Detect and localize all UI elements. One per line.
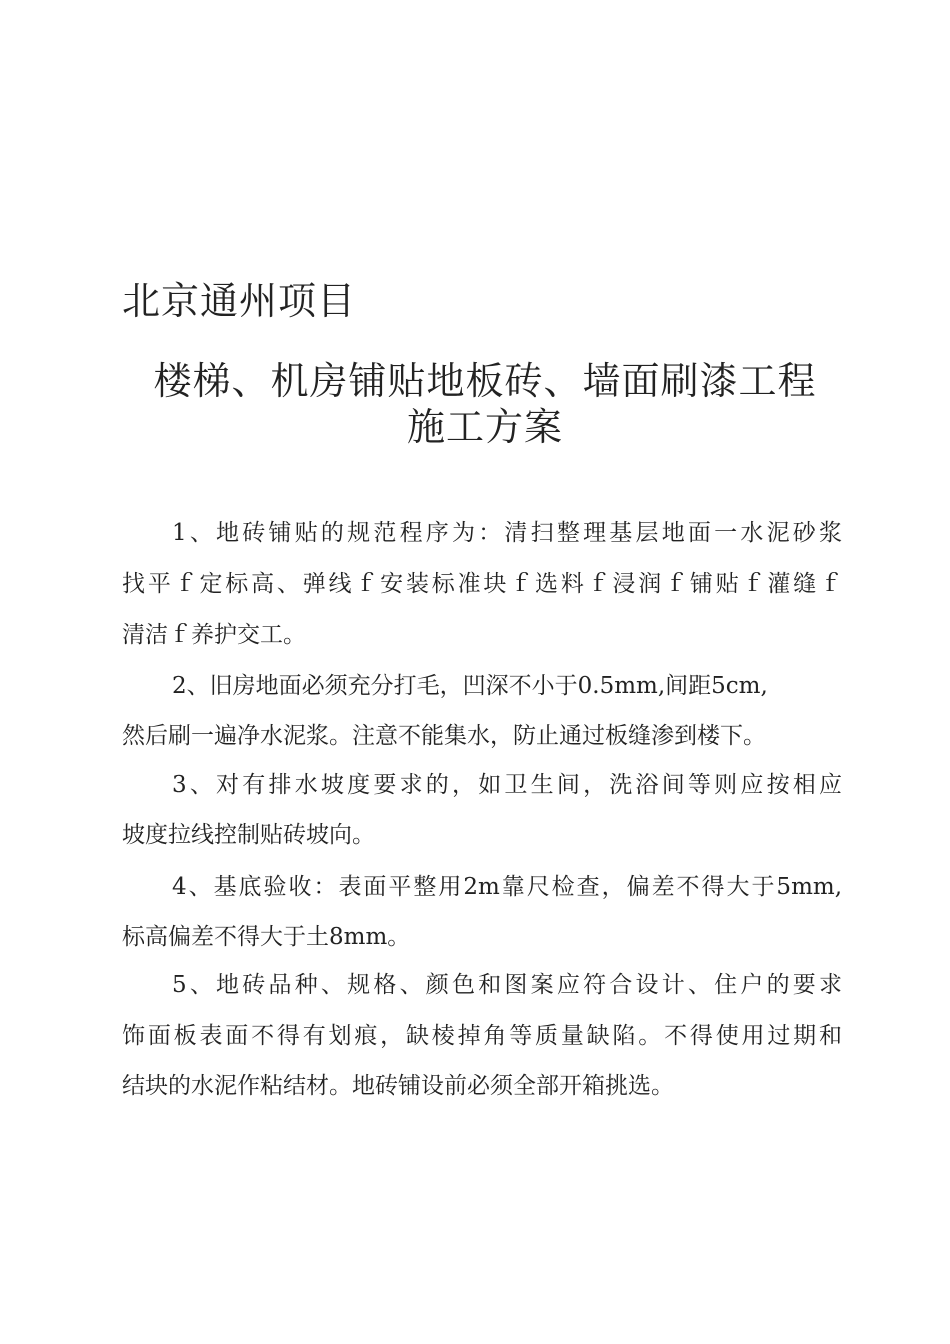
paragraph-2-line-2: 然后刷一遍净水泥浆。注意不能集水，防止通过板缝渗到楼下。 <box>122 723 766 749</box>
paragraph-5-line-2: 饰面板表面不得有划痕，缺棱掉角等质量缺陷。不得使用过期和 <box>122 1023 842 1049</box>
document-title-line-2: 施工方案 <box>406 405 563 449</box>
paragraph-1-line-1: 1、地砖铺贴的规范程序为：清扫整理基层地面一水泥砂浆 <box>172 520 842 546</box>
paragraph-5-line-1: 5、地砖品种、规格、颜色和图案应符合设计、住户的要求 <box>172 972 842 998</box>
paragraph-2-line-1: 2、旧房地面必须充分打毛，凹深不小于0.5mm,间距5cm, <box>172 673 768 699</box>
paragraph-4-line-1: 4、基底验收：表面平整用2m靠尺检查，偏差不得大于5mm, <box>172 874 842 900</box>
paragraph-1-line-2: 找平ｆ定标高、弹线ｆ安装标准块ｆ选料ｆ浸润ｆ铺贴ｆ灌缝ｆ <box>122 571 842 597</box>
paragraph-1-line-3: 清洁ｆ养护交工。 <box>122 622 306 648</box>
paragraph-5-line-3: 结块的水泥作粘结材。地砖铺设前必须全部开箱挑选。 <box>122 1073 674 1099</box>
paragraph-3-line-2: 坡度拉线控制贴砖坡向。 <box>122 822 375 848</box>
document-title-line-1: 楼梯、机房铺贴地板砖、墙面刷漆工程 <box>153 359 817 403</box>
project-title: 北京通州项目 <box>122 279 357 323</box>
paragraph-3-line-1: 3、对有排水坡度要求的，如卫生间，洗浴间等则应按相应 <box>172 772 842 798</box>
paragraph-4-line-2: 标高偏差不得大于土8mm。 <box>122 924 411 950</box>
